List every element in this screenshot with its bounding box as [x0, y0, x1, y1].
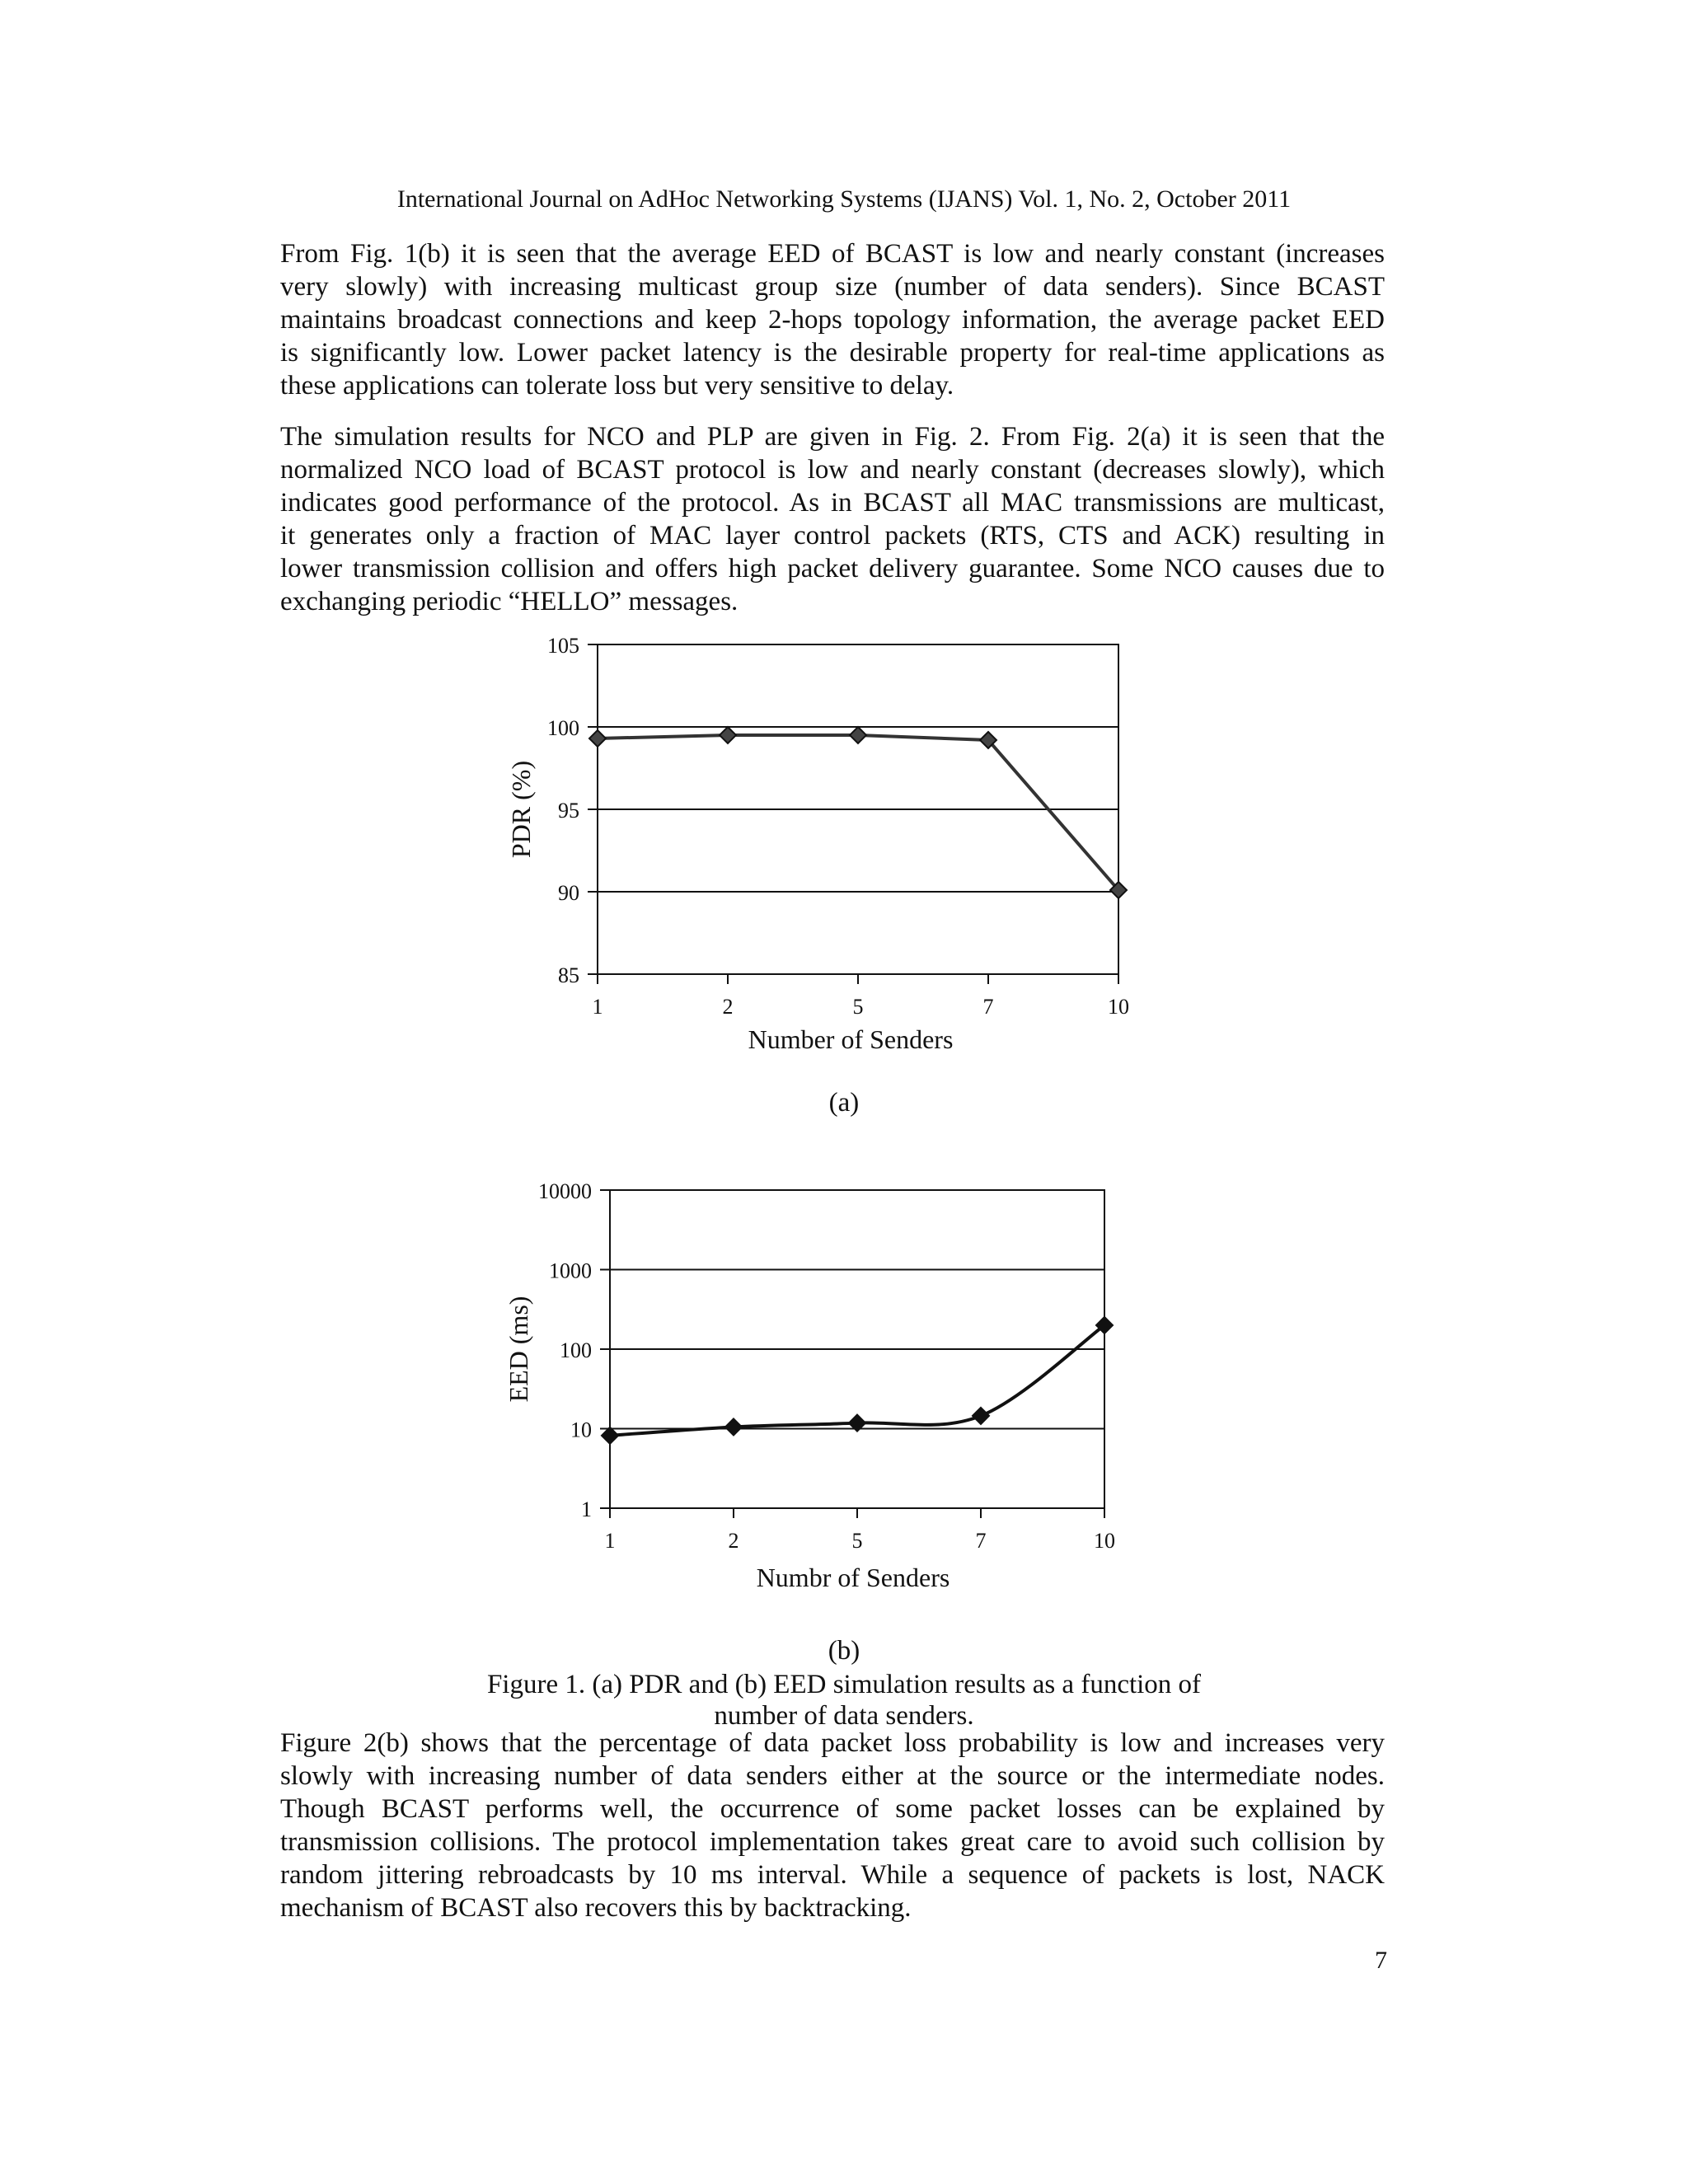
y-tick-label: 10 [570, 1418, 592, 1442]
x-tick-label: 1 [604, 1529, 616, 1553]
eed-gridlines [610, 1270, 1104, 1429]
text-line: maintains broadcast connections and keep 2-hops topology information, the average packet EED [280, 305, 1385, 335]
x-tick-label: 10 [1108, 995, 1129, 1019]
pdr-x-axis-label: Number of Senders [748, 1024, 954, 1054]
caption-line: Figure 1. (a) PDR and (b) EED simulation results as a function of [486, 1670, 1202, 1699]
x-tick-label: 7 [982, 995, 994, 1019]
text-line: exchanging periodic “HELLO” messages. [280, 587, 738, 616]
text-line: slowly with increasing number of data senders either at the source or the intermediate nodes. [280, 1761, 1385, 1791]
text-line: normalized NCO load of BCAST protocol is low and nearly constant (decreases slowly), which [280, 455, 1385, 485]
figure-caption [0, 1669, 1688, 1732]
text-line: mechanism of BCAST also recovers this by backtracking. [280, 1893, 912, 1923]
eed-axes [538, 1179, 1115, 1553]
y-tick-label: 90 [558, 881, 579, 905]
text-line: indicates good performance of the protocol. As in BCAST all MAC transmissions are multicast, [280, 488, 1385, 518]
y-tick-label: 1000 [549, 1258, 592, 1283]
y-tick-label: 85 [558, 963, 579, 987]
y-tick-label: 105 [547, 634, 579, 658]
text-line: these applications can tolerate loss but very sensitive to delay. [280, 371, 954, 401]
x-tick-label: 5 [852, 995, 864, 1019]
text-line: lower transmission collision and offers high packet delivery guarantee. Some NCO causes due to [280, 554, 1385, 583]
subfigure-b-label: (b) [828, 1636, 860, 1666]
eed-x-axis-label: Numbr of Senders [756, 1563, 950, 1592]
x-tick-label: 5 [851, 1529, 863, 1553]
text-line: Though BCAST performs well, the occurrence of some packet losses can be explained by [280, 1794, 1385, 1824]
text-line: very slowly) with increasing multicast group size (number of data senders). Since BCAST [280, 272, 1385, 302]
pdr-y-axis-label: PDR (%) [506, 760, 536, 859]
paragraph-plp-discussion [280, 1727, 1385, 1924]
text-line: From Fig. 1(b) it is seen that the average EED of BCAST is low and nearly constant (increases [280, 239, 1385, 269]
data-point-marker [602, 1427, 618, 1444]
text-line: transmission collisions. The protocol implementation takes great care to avoid such collision by [280, 1827, 1385, 1857]
eed-y-axis-label: EED (ms) [504, 1296, 533, 1403]
page-number: 7 [1375, 1947, 1387, 1974]
text-line: it generates only a fraction of MAC layer control packets (RTS, CTS and ACK) resulting in [280, 521, 1385, 551]
y-tick-label: 100 [560, 1338, 592, 1362]
text-line: is significantly low. Lower packet latency is the desirable property for real-time applications as [280, 338, 1385, 368]
data-point-marker [725, 1418, 742, 1435]
y-tick-label: 10000 [538, 1179, 592, 1203]
x-tick-label: 1 [592, 995, 603, 1019]
caption-line: number of data senders. [714, 1701, 974, 1731]
text-line: random jittering rebroadcasts by 10 ms interval. While a sequence of packets is lost, NACK [280, 1860, 1385, 1890]
y-tick-label: 100 [547, 716, 579, 740]
text-line: The simulation results for NCO and PLP are given in Fig. 2. From Fig. 2(a) it is seen that the [280, 422, 1385, 452]
x-tick-label: 2 [728, 1529, 739, 1553]
x-tick-label: 7 [975, 1529, 987, 1553]
y-tick-label: 95 [558, 799, 579, 823]
x-tick-label: 10 [1094, 1529, 1115, 1553]
journal-header: International Journal on AdHoc Networking Systems (IJANS) Vol. 1, No. 2, October 2011 [396, 185, 1292, 213]
data-point-marker [973, 1408, 989, 1424]
y-tick-label: 1 [581, 1497, 592, 1521]
subfigure-a-label: (a) [828, 1088, 860, 1118]
x-tick-label: 2 [722, 995, 734, 1019]
text-line: Figure 2(b) shows that the percentage of data packet loss probability is low and increases very [280, 1728, 1385, 1758]
